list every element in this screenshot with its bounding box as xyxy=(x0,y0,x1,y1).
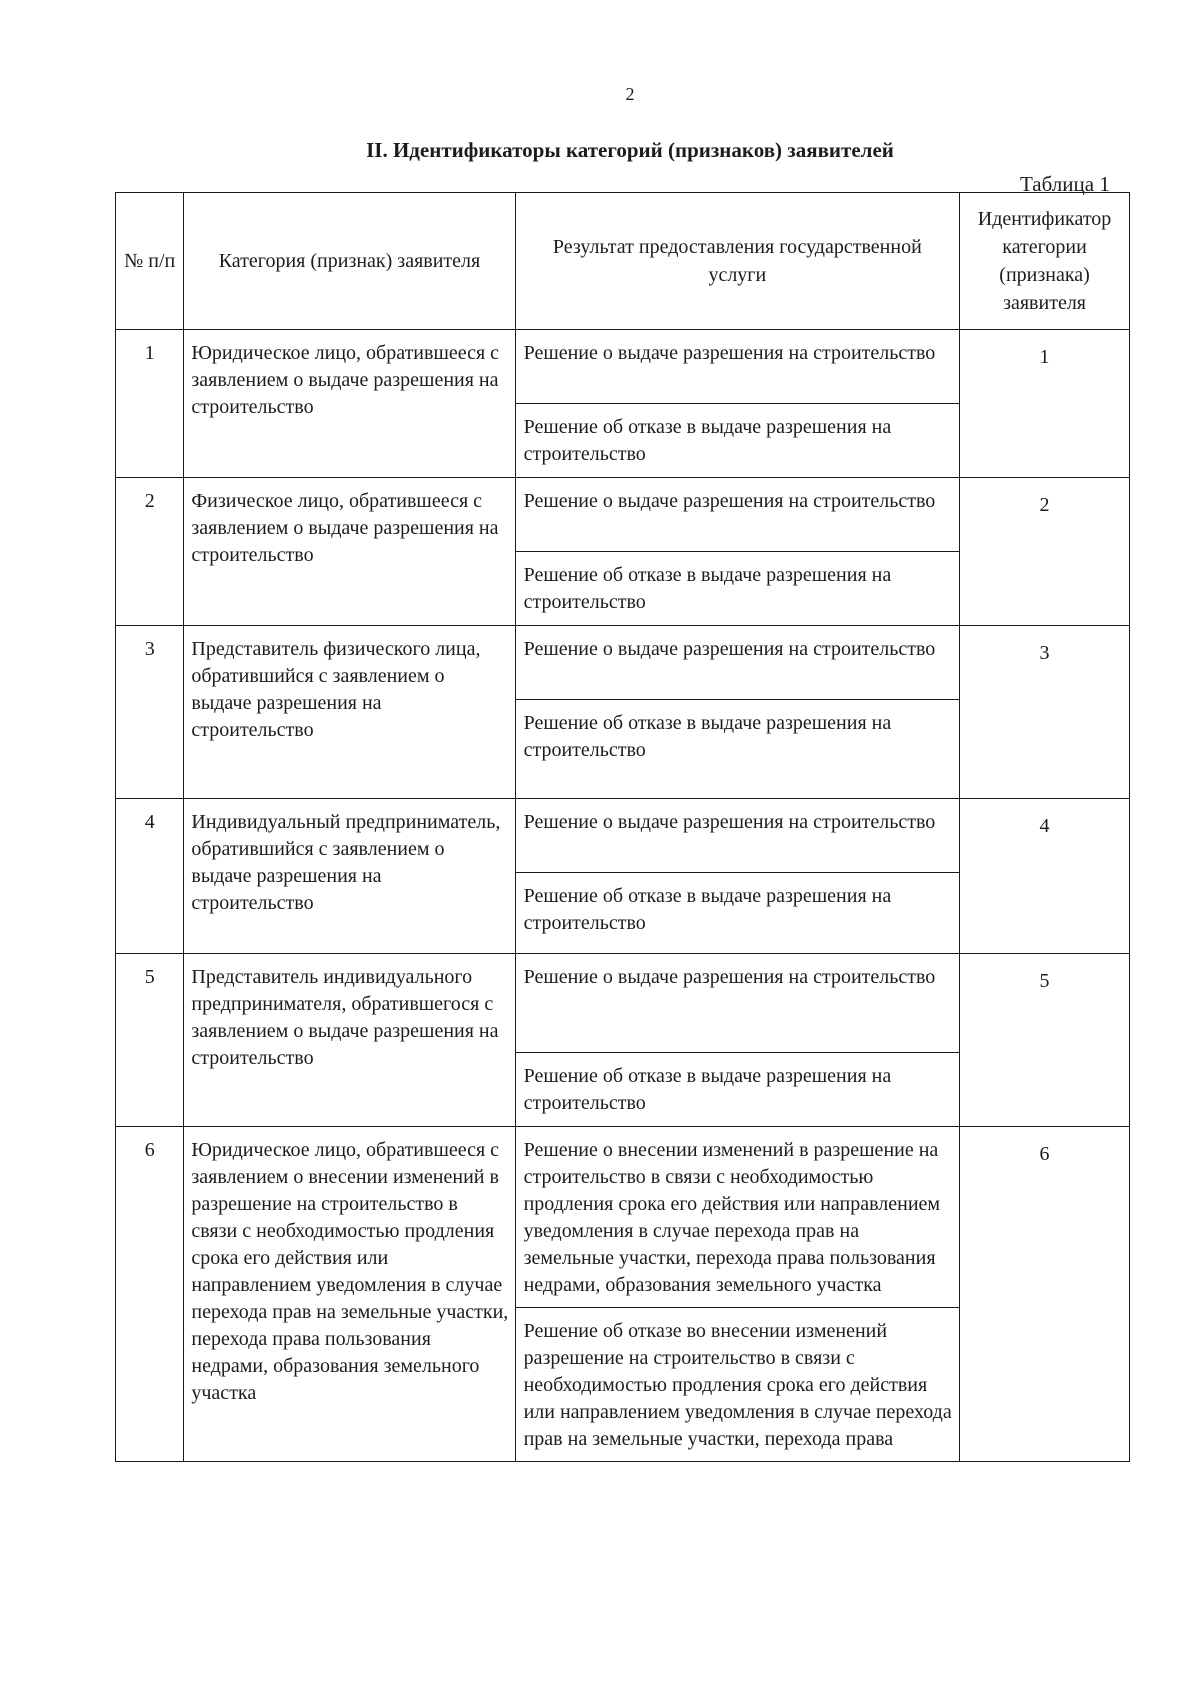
row-number: 5 xyxy=(116,954,184,1127)
row-identifier: 5 xyxy=(960,954,1130,1127)
table-row xyxy=(116,954,1130,1053)
header-result: Результат предоставления государственной услуги xyxy=(515,193,959,330)
table-header-row xyxy=(116,193,1130,330)
row-identifier: 3 xyxy=(960,626,1130,799)
row-result-approve: Решение о выдаче разрешения на строительство xyxy=(515,330,959,404)
header-num: № п/п xyxy=(116,193,184,330)
row-identifier: 2 xyxy=(960,478,1130,626)
row-number: 1 xyxy=(116,330,184,478)
row-result-refuse: Решение об отказе в выдаче разрешения на строительство xyxy=(515,873,959,954)
row-result-approve: Решение о выдаче разрешения на строительство xyxy=(515,954,959,1053)
row-result-approve: Решение о выдаче разрешения на строительство xyxy=(515,626,959,700)
row-category: Представитель физического лица, обратившийся с заявлением о выдаче разрешения на строительство xyxy=(184,626,515,799)
row-number: 6 xyxy=(116,1127,184,1462)
page-number: 2 xyxy=(625,84,635,104)
row-number: 3 xyxy=(116,626,184,799)
row-result-refuse: Решение об отказе в выдаче разрешения на строительство xyxy=(515,700,959,799)
row-result-refuse: Решение об отказе в выдаче разрешения на строительство xyxy=(515,1053,959,1127)
row-category: Юридическое лицо, обратившееся с заявлением о выдаче разрешения на строительство xyxy=(184,330,515,478)
applicant-categories-table xyxy=(115,192,1130,1462)
row-category: Представитель индивидуального предпринимателя, обратившегося с заявлением о выдаче разрешения на строительство xyxy=(184,954,515,1127)
header-category: Категория (признак) заявителя xyxy=(184,193,515,330)
row-category: Юридическое лицо, обратившееся с заявлением о внесении изменений в разрешение на строительство в связи с необходимостью продления срока его действия или направлением уведомления в случае перехода прав на земельные участки, перехода права пользования недрами, образования земельного участка xyxy=(184,1127,515,1462)
header-identifier: Идентификатор категории (признака) заявителя xyxy=(960,193,1130,330)
table-row xyxy=(116,1127,1130,1308)
row-identifier: 6 xyxy=(960,1127,1130,1462)
row-result-refuse: Решение об отказе во внесении изменений разрешение на строительство в связи с необходимостью продления срока его действия или направлением уведомления в случае перехода прав на земельные участки, перехода права xyxy=(515,1308,959,1462)
section-title: II. Идентификаторы категорий (признаков) заявителей xyxy=(366,138,894,162)
table-row xyxy=(116,799,1130,873)
row-number: 2 xyxy=(116,478,184,626)
row-result-approve: Решение о выдаче разрешения на строительство xyxy=(515,478,959,552)
row-category: Индивидуальный предприниматель, обратившийся с заявлением о выдаче разрешения на строительство xyxy=(184,799,515,954)
row-identifier: 1 xyxy=(960,330,1130,478)
row-result-approve: Решение о внесении изменений в разрешение на строительство в связи с необходимостью продления срока его действия или направлением уведомления в случае перехода прав на земельные участки, перехода права пользования недрами, образования земельного участка xyxy=(515,1127,959,1308)
table-row xyxy=(116,330,1130,404)
row-result-refuse: Решение об отказе в выдаче разрешения на строительство xyxy=(515,552,959,626)
row-result-approve: Решение о выдаче разрешения на строительство xyxy=(515,799,959,873)
row-category: Физическое лицо, обратившееся с заявлением о выдаче разрешения на строительство xyxy=(184,478,515,626)
table-caption: Таблица 1 xyxy=(1020,172,1110,196)
row-result-refuse: Решение об отказе в выдаче разрешения на строительство xyxy=(515,404,959,478)
row-identifier: 4 xyxy=(960,799,1130,954)
row-number: 4 xyxy=(116,799,184,954)
table-row xyxy=(116,626,1130,700)
table-row xyxy=(116,478,1130,552)
